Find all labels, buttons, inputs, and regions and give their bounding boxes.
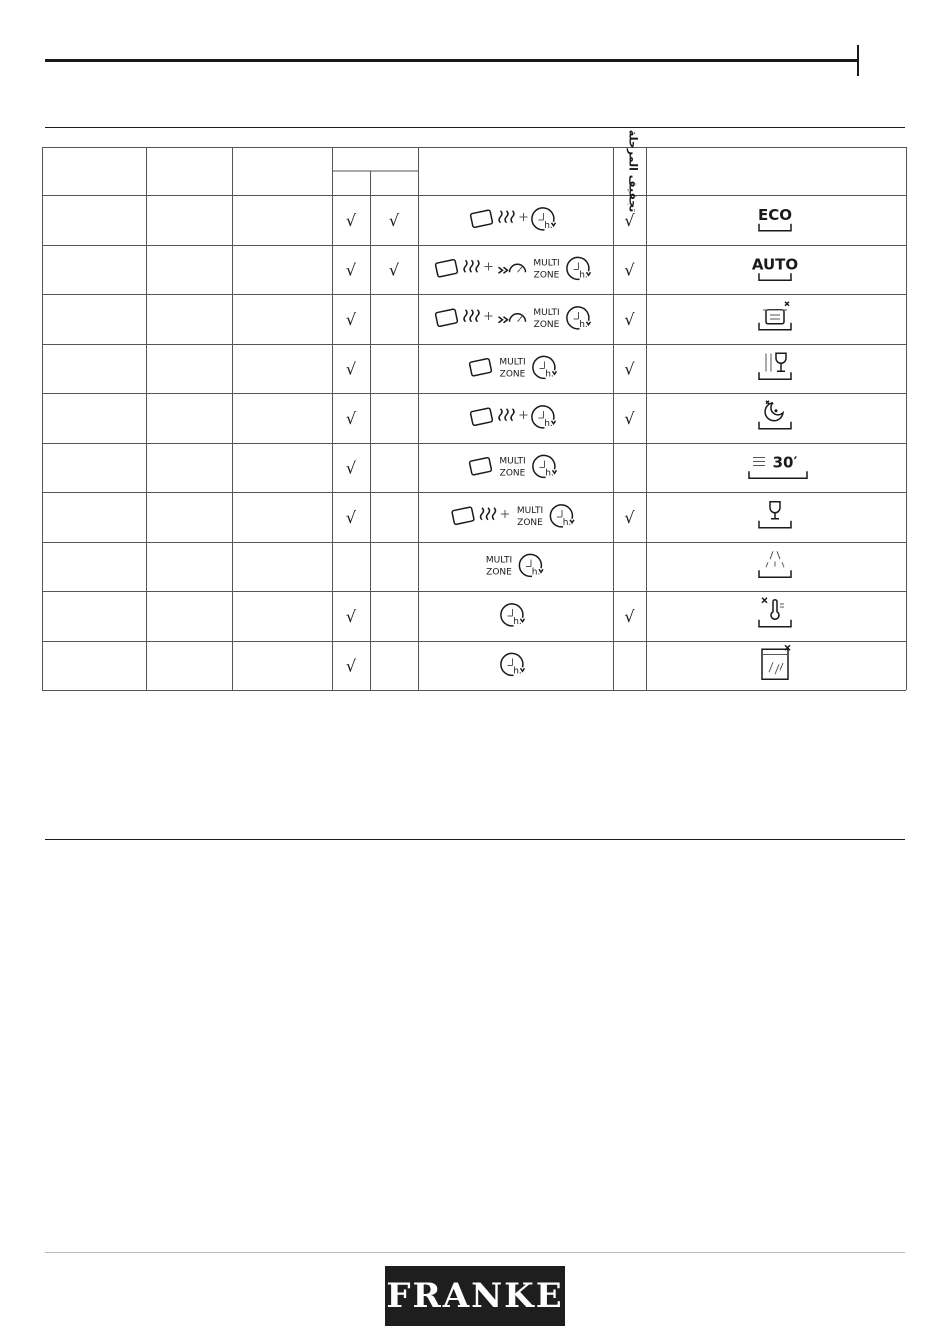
delay-hours-label: h. <box>544 220 553 231</box>
dry-check-mark: √ <box>624 359 635 379</box>
table-row <box>346 302 791 330</box>
delay-hours-label: h. <box>544 418 553 429</box>
eco-program-icon <box>758 206 792 231</box>
glass-care-icon <box>759 502 791 528</box>
dry-check-mark: √ <box>624 260 635 280</box>
extra-dry-icon <box>464 310 493 322</box>
night-moon-icon <box>759 401 791 429</box>
delay-hours-label: h. <box>513 666 522 677</box>
multizone-label-zone: ZONE <box>533 270 560 281</box>
program-label: 30′ <box>772 453 798 472</box>
table-row <box>346 453 807 478</box>
options-icons <box>501 604 525 627</box>
tablet-icon <box>470 210 492 228</box>
options-icons <box>435 257 590 280</box>
multizone-label-multi: MULTI <box>499 456 526 467</box>
section-divider <box>45 127 905 128</box>
delay-hours-label: h. <box>513 616 522 627</box>
delay-clock-icon <box>519 554 543 577</box>
extra-dry-icon <box>464 260 493 272</box>
check-mark: √ <box>345 606 357 626</box>
delay-hours-label: h. <box>562 517 572 528</box>
multizone-icon <box>533 308 559 330</box>
dry-check-mark: √ <box>624 210 635 230</box>
delay-clock-icon <box>533 356 557 379</box>
tablet-icon <box>469 457 491 475</box>
delay-clock-icon <box>567 307 591 330</box>
section-divider-lower <box>45 839 905 840</box>
intensive-pot-icon <box>759 302 791 330</box>
logo-text: FRANKE <box>386 1276 564 1316</box>
table-row <box>346 206 792 231</box>
multizone-label-zone: ZONE <box>486 567 512 578</box>
options-icons <box>435 307 590 330</box>
programs-table <box>42 129 907 690</box>
delay-hours-label: h. <box>531 567 541 578</box>
dry-check-mark: √ <box>624 606 635 626</box>
tablet-icon <box>435 259 457 277</box>
delay-clock-icon <box>532 406 556 429</box>
multizone-label-zone: ZONE <box>517 517 543 528</box>
delay-clock-icon <box>567 257 591 280</box>
delay-clock-icon <box>532 208 556 231</box>
table-row <box>346 401 791 429</box>
quick-30-icon <box>749 453 807 478</box>
self-clean-icon <box>762 645 790 679</box>
options-icons <box>470 208 555 231</box>
multizone-icon <box>499 456 525 478</box>
dry-check-mark: √ <box>624 309 635 329</box>
dry-check-mark: √ <box>624 408 635 428</box>
options-icons <box>501 653 525 676</box>
options-icons <box>470 406 555 429</box>
tablet-icon <box>469 358 491 376</box>
options-icons <box>452 505 574 528</box>
cutlery-glass-icon <box>759 353 791 379</box>
extra-dry-icon <box>481 508 510 520</box>
delay-clock-icon <box>501 653 525 676</box>
options-icons <box>469 455 556 478</box>
multizone-icon <box>486 555 512 577</box>
multizone-label-multi: MULTI <box>516 505 544 516</box>
extra-dry-icon <box>499 211 528 223</box>
check-mark: √ <box>345 408 357 428</box>
dry-stage-header: تجفيف المرحلة <box>626 129 640 213</box>
hygiene-thermometer-icon <box>759 598 791 627</box>
multizone-label-multi: MULTI <box>533 258 560 269</box>
header-tick-mark <box>857 45 859 76</box>
header-rule <box>45 59 859 62</box>
delay-hours-label: h. <box>545 468 554 479</box>
check-mark: √ <box>345 359 357 379</box>
turbo-icon <box>499 264 526 273</box>
delay-hours-label: h. <box>545 369 554 380</box>
multizone-label-multi: MULTI <box>499 357 526 368</box>
multizone-icon <box>517 506 543 528</box>
dry-check-mark: √ <box>624 507 635 527</box>
multizone-label-zone: ZONE <box>499 369 526 380</box>
delay-hours-label: h. <box>579 270 588 281</box>
delay-clock-icon <box>550 505 574 528</box>
multizone-icon <box>533 258 559 280</box>
table-row <box>346 645 790 679</box>
table-row <box>346 502 791 528</box>
multizone-label-zone: ZONE <box>499 468 526 479</box>
check-mark: √ <box>345 656 357 676</box>
options-icons <box>486 554 543 577</box>
delay-clock-icon <box>501 604 525 627</box>
turbo-icon <box>499 314 526 323</box>
check-mark: √ <box>345 507 357 527</box>
tablet-icon <box>470 408 492 426</box>
extra-dry-icon <box>499 409 528 421</box>
multizone-label-multi: MULTI <box>485 555 513 566</box>
delay-hours-label: h. <box>579 319 588 330</box>
check-mark: √ <box>345 458 357 478</box>
auto-program-icon <box>752 255 798 280</box>
check-mark: √ <box>345 210 357 230</box>
franke-logo <box>385 1266 565 1326</box>
multizone-label-zone: ZONE <box>533 319 560 330</box>
multizone-icon <box>499 357 525 379</box>
program-label: ECO <box>757 205 793 224</box>
table-row <box>346 255 798 280</box>
check-mark: √ <box>345 260 357 280</box>
prewash-spray-icon <box>759 551 791 577</box>
tablet-icon <box>452 507 474 525</box>
program-label: AUTO <box>751 255 799 274</box>
table-row <box>346 353 791 379</box>
tablet-icon <box>435 309 457 327</box>
footer-rule <box>45 1252 905 1253</box>
check-mark: √ <box>388 260 400 280</box>
check-mark: √ <box>345 309 357 329</box>
options-icons <box>469 356 556 379</box>
table-row <box>486 551 791 577</box>
table-row <box>346 598 791 627</box>
delay-clock-icon <box>533 455 557 478</box>
check-mark: √ <box>388 210 400 230</box>
multizone-label-multi: MULTI <box>533 307 560 318</box>
